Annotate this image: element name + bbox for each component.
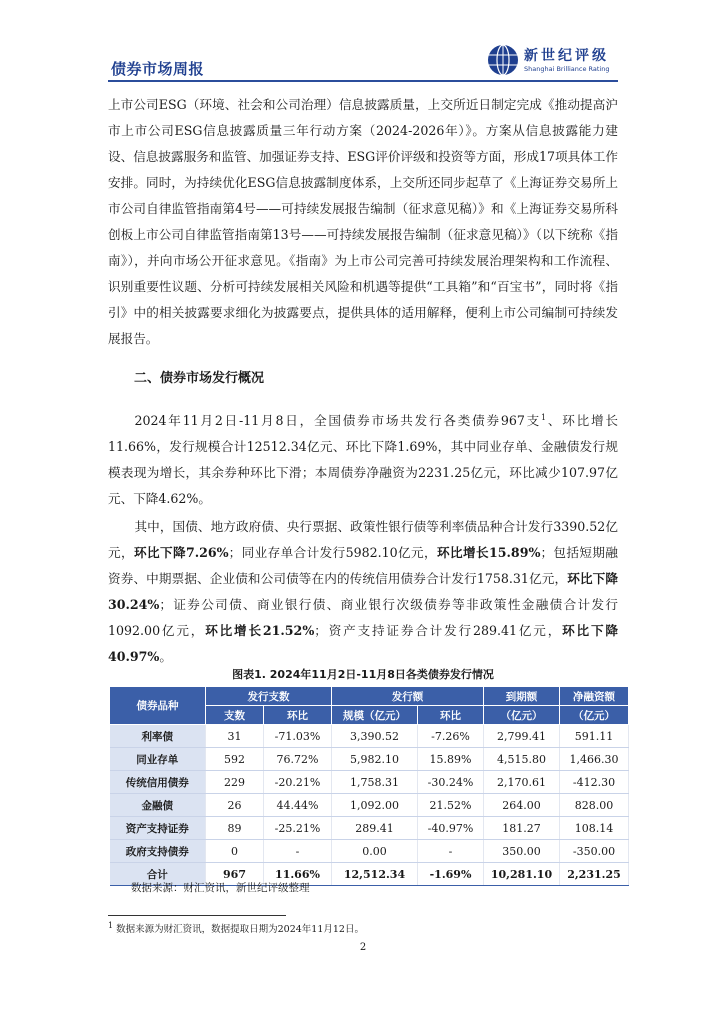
cell-amount-qoq: -30.24%	[418, 771, 484, 794]
cell-amount: 289.41	[332, 817, 418, 840]
table-header-row-1	[110, 687, 629, 706]
logo-english-name: Shanghai Brilliance Rating	[524, 65, 610, 73]
overview-text-2k: 。	[159, 649, 172, 664]
bond-issuance-table	[109, 686, 629, 886]
row-label: 利率债	[110, 725, 206, 748]
cell-net: 828.00	[560, 794, 629, 817]
cell-maturity: 264.00	[484, 794, 560, 817]
cell-count: 89	[206, 817, 264, 840]
data-source: 数据来源：财汇资讯，新世纪评级整理	[131, 882, 310, 894]
cell-maturity: 2,170.61	[484, 771, 560, 794]
cell-count: 26	[206, 794, 264, 817]
section-heading: 二、债券市场发行概况	[134, 371, 265, 386]
header-divider	[108, 80, 618, 82]
header-net-unit: （亿元）	[560, 706, 629, 725]
cell-amount-qoq: -40.97%	[418, 817, 484, 840]
cell-count-qoq: -20.21%	[264, 771, 332, 794]
cell-amount: 1,092.00	[332, 794, 418, 817]
footnote-ref: 1	[541, 412, 547, 422]
header-maturity-unit: （亿元）	[484, 706, 560, 725]
cell-maturity: 350.00	[484, 840, 560, 863]
ncd-change: 环比增长15.89%	[437, 545, 541, 560]
total-maturity: 10,281.10	[484, 863, 560, 886]
cell-maturity: 2,799.41	[484, 725, 560, 748]
cell-count-qoq: 76.72%	[264, 748, 332, 771]
footnote-text: 数据来源为财汇资讯，数据提取日期为2024年11月12日。	[116, 924, 364, 935]
intro-paragraph	[108, 92, 618, 352]
cell-amount: 3,390.52	[332, 725, 418, 748]
overview-paragraph-2	[108, 514, 618, 670]
total-count: 967	[206, 863, 264, 886]
cell-amount: 5,982.10	[332, 748, 418, 771]
cell-count: 0	[206, 840, 264, 863]
abs-change: 环比下降40.97%	[108, 623, 618, 664]
cell-maturity: 181.27	[484, 817, 560, 840]
overview-text-2g: ；证券公司债、商业银行债、商业银行次级债券等非政策性金融债合计发行1092.00亿元，	[108, 597, 618, 638]
cell-amount: 0.00	[332, 840, 418, 863]
total-count-qoq: 11.66%	[264, 863, 332, 886]
row-label: 政府支持债券	[110, 840, 206, 863]
footnote	[108, 921, 364, 935]
cell-amount-qoq: 15.89%	[418, 748, 484, 771]
company-logo	[486, 43, 616, 77]
overview-text-2i: ；资产支持证券合计发行289.41亿元，	[314, 623, 563, 638]
header-amount-group: 发行额	[332, 687, 484, 706]
overview-text-2	[108, 514, 618, 670]
header-net: 净融资额	[560, 687, 629, 706]
report-title: 债券市场周报	[111, 60, 205, 78]
cell-amount-qoq: -7.26%	[418, 725, 484, 748]
footnote-mark: 1	[108, 920, 114, 930]
cell-amount-qoq: -	[418, 840, 484, 863]
cell-net: -350.00	[560, 840, 629, 863]
header-amount: 规模（亿元）	[332, 706, 418, 725]
credit-bond-change: 环比下降30.24%	[108, 571, 618, 612]
header-maturity: 到期额	[484, 687, 560, 706]
financial-bond-change: 环比增长21.52%	[205, 623, 315, 638]
header-category: 债券品种	[110, 687, 206, 725]
table-row	[110, 794, 629, 817]
row-label: 金融债	[110, 794, 206, 817]
table-row	[110, 748, 629, 771]
footnote-divider	[108, 915, 286, 916]
cell-maturity: 4,515.80	[484, 748, 560, 771]
header-count: 支数	[206, 706, 264, 725]
table-caption: 图表1. 2024年11月2日-11月8日各类债券发行情况	[232, 668, 494, 681]
cell-net: 591.11	[560, 725, 629, 748]
cell-amount: 1,758.31	[332, 771, 418, 794]
table-row	[110, 840, 629, 863]
total-amount: 12,512.34	[332, 863, 418, 886]
cell-count: 592	[206, 748, 264, 771]
cell-count-qoq: -25.21%	[264, 817, 332, 840]
cell-count-qoq: -	[264, 840, 332, 863]
overview-text-2e: ；包括短期融资券、中期票据、企业债和公司债等在内的传统信用债券合计发行1758.31亿元，	[108, 545, 619, 586]
overview-text-1	[108, 408, 618, 512]
total-amount-qoq: -1.69%	[418, 863, 484, 886]
row-label: 传统信用债券	[110, 771, 206, 794]
cell-net: 108.14	[560, 817, 629, 840]
overview-text-1b: 、环比增长11.66%，发行规模合计12512.34亿元、环比下降1.69%，其中同业存单、金融债发行规模表现为增长，其余券种环比下滑；本周债券净融资为2231.25亿元，环比减少107.97亿元、下降4.62%。	[108, 413, 619, 506]
cell-count-qoq: -71.03%	[264, 725, 332, 748]
cell-count: 229	[206, 771, 264, 794]
header-amount-qoq: 环比	[418, 706, 484, 725]
rate-bond-change: 环比下降7.26%	[134, 545, 229, 560]
table-row	[110, 725, 629, 748]
overview-paragraph-1	[108, 408, 618, 512]
header-count-qoq: 环比	[264, 706, 332, 725]
globe-logo-icon	[486, 43, 520, 77]
cell-net: 1,466.30	[560, 748, 629, 771]
cell-amount-qoq: 21.52%	[418, 794, 484, 817]
total-label: 合计	[110, 863, 206, 886]
table-row	[110, 771, 629, 794]
cell-count-qoq: 44.44%	[264, 794, 332, 817]
page-number: 2	[359, 942, 367, 953]
header-count-group: 发行支数	[206, 687, 332, 706]
overview-text-2a: 其中，国债、地方政府债、央行票据、政策性银行债等利率债品种合计发行3390.52亿元，	[108, 519, 618, 560]
intro-text: 上市公司ESG（环境、社会和公司治理）信息披露质量，上交所近日制定完成《推动提高沪市上市公司ESG信息披露质量三年行动方案（2024-2026年）》。方案从信息披露能力建设、信息披露服务和监管、加强证券支持、ESG评价评级和投资等方面，形成17项具体工作安排。同时，为持续优化ESG信息披露制度体系，上交所还同步起草了《上海证券交易所上市公司自律监管指南第4号——可持续发展报告编制（征求意见稿）》和《上海证券交易所科创板上市公司自律监管指南第13号——可持续发展报告编制（征求意见稿）》（以下统称《指南》），并向市场公开征求意见。《指南》为上市公司完善可持续发展治理架构和工作流程、识别重要性议题、分析可持续发展相关风险和机遇等提供“工具箱”和“百宝书”，同时将《指引》中的相关披露要求细化为披露要点，提供具体的适用解释，便利上市公司编制可持续发展报告。	[108, 97, 618, 346]
cell-net: -412.30	[560, 771, 629, 794]
cell-count: 31	[206, 725, 264, 748]
table-row	[110, 817, 629, 840]
overview-text-2c: ；同业存单合计发行5982.10亿元，	[228, 545, 438, 560]
logo-chinese-name: 新世纪评级	[524, 48, 609, 64]
overview-text-1a: 2024年11月2日-11月8日，全国债券市场共发行各类债券967支	[134, 413, 542, 428]
row-label: 同业存单	[110, 748, 206, 771]
row-label: 资产支持证券	[110, 817, 206, 840]
total-net: 2,231.25	[560, 863, 629, 886]
